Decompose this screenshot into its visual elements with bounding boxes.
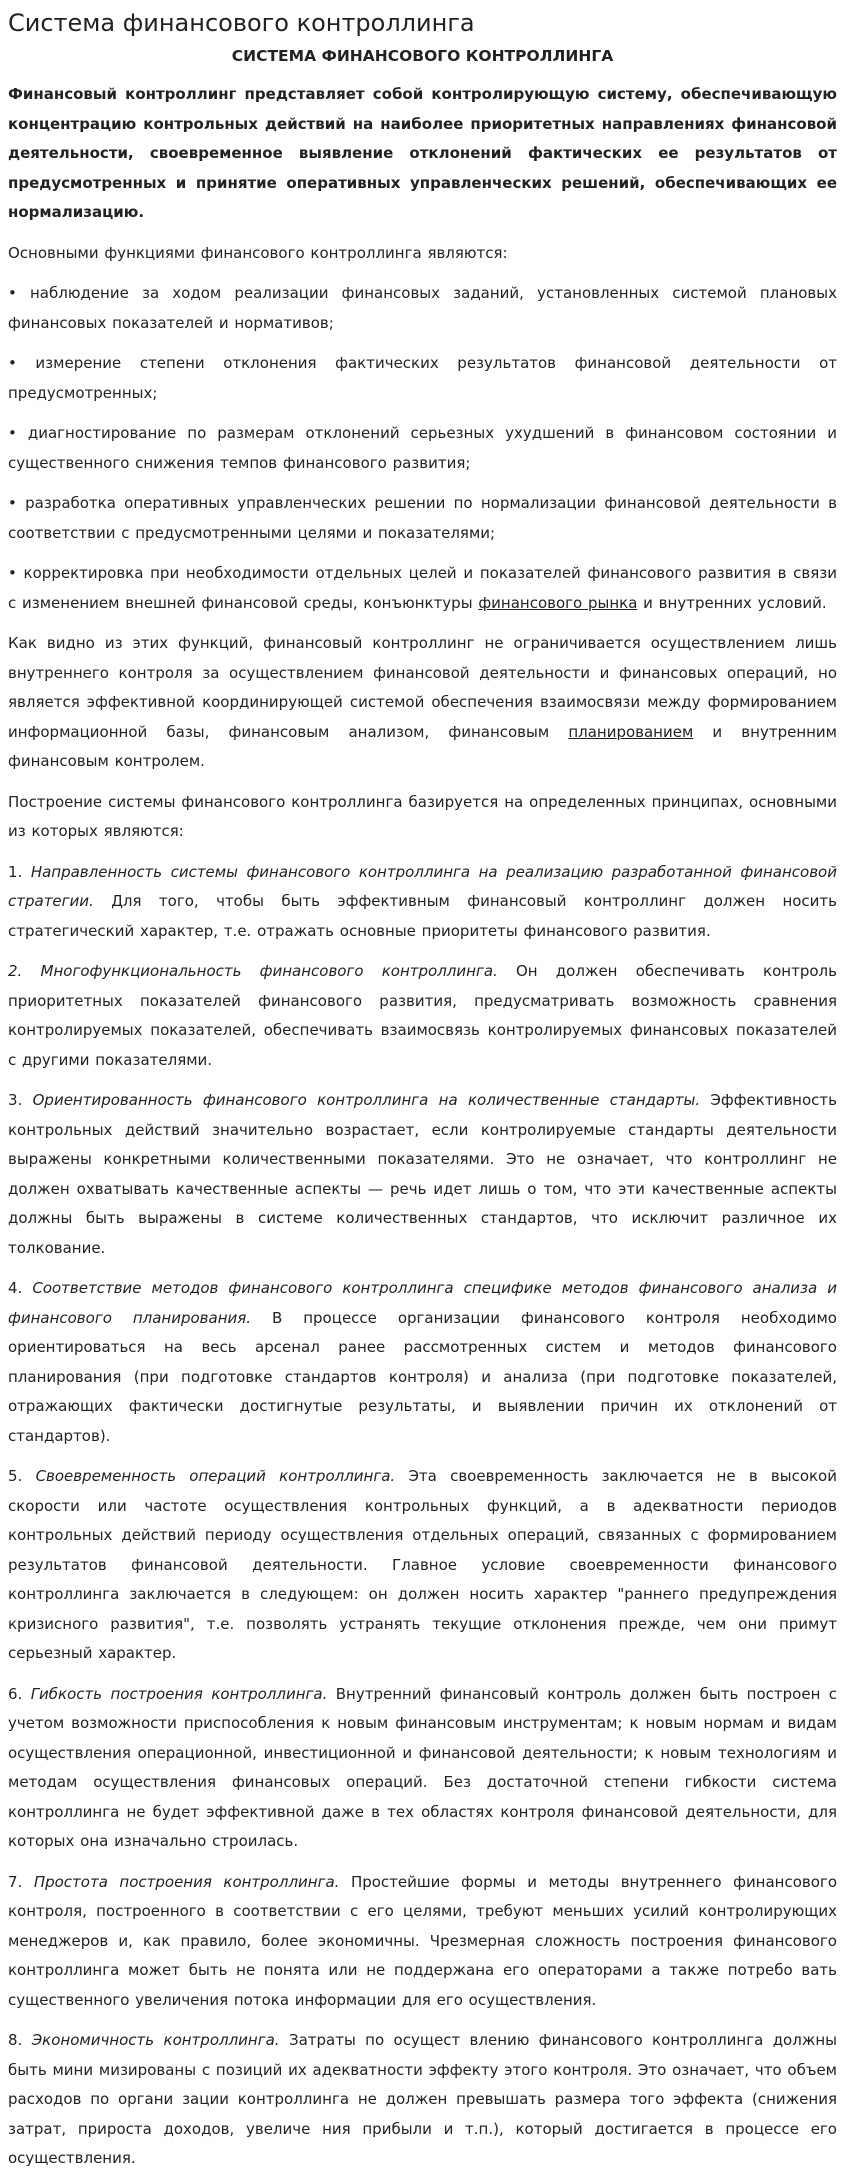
- function-item: [8, 559, 837, 618]
- principles-intro: Построение системы финансового контроллинга базируется на определенных принципах, основными из которых являются:: [8, 792, 837, 840]
- principle-title: Многофункциональность финансового контроллинга.: [40, 962, 498, 980]
- principle-text: В процессе организации финансового контроля необходимо ориентироваться на весь арсенал ранее рассмотренных систем и методов финансового планирования (при подготовке стандартов контроля) и анализа (при подготовке показателей, отражающих фактически достигнутые результаты, и выявлении причин их отклонений от стандартов).: [8, 1308, 837, 1445]
- principle-text: Простейшие формы и методы внутреннего финансового контроля, построенного в соответствии с его целями, требуют меньших усилий контролирующих менеджеров и, как правило, более экономичны. Чрезмерная сложность построения финансового контроллинга может быть не понята или не поддержана его операторами а также потребо вать существенного увеличения потока информации для его осуществления.: [8, 1872, 837, 2009]
- planning-link[interactable]: планированием: [568, 722, 694, 741]
- functions-intro: Основными функциями финансового контроллинга являются:: [8, 243, 508, 262]
- analysis-text: Как видно из этих функций, финансовый контроллинг не ограничивается осуществлением лишь внутреннего контроля за осуществлением финансовой деятельности и финансовых операций, но является эффективной координирующей системой обеспечения взаимосвязи между формированием информационной базы, финансовым анализом, финансовым: [8, 634, 837, 741]
- principle-title: Гибкость построения контроллинга.: [30, 1684, 328, 1703]
- principle-text: Затраты по осущест влению финансового контроллинга должны быть мини мизированы с позиций их адекватности эффекту этого контроля. Это означает, что объем расходов по органи зации контроллинга не должен превышать размера того эффекта (снижения затрат, прироста доходов, увеличе ния прибыли и т.п.), который достигается в процессе его осуществления.: [8, 2031, 837, 2167]
- financial-market-link[interactable]: финансового рынка: [478, 593, 638, 612]
- principle-title: Своевременность операций контроллинга.: [35, 1467, 396, 1485]
- analysis-paragraph: [8, 629, 837, 777]
- function-item: • разработка оперативных управленческих решении по нормализации финансовой деятельности в соответствии с предусмотренными целями и показателями;: [8, 494, 837, 542]
- principle-text: Эта своевременность заключается не в высокой скорости или частоте осуществления контрольных функций, а в адекватности периодов контрольных действий периоду осуществления отдельных операций, связанных с формированием результатов финансовой деятельности. Главное условие своевременности финансового контроллинга заключается в следующем: он должен носить характер "раннего предупреждения кризисного развития", т.е. позволять устранять текущие отклонения прежде, чем они примут серьезный характер.: [8, 1467, 837, 1662]
- principle-text: Внутренний финансовый контроль должен быть построен с учетом возможности приспособления к новым финансовым инструментам; к новым нормам и видам осуществления операционной, инвестиционной и финансовой деятельности; к новым технологиям и методам осуществления финансовых операций. Без достаточной степени гибкости система контроллинга не будет эффективной даже в тех областях контроля финансовой деятельности, для которых она изначально строилась.: [8, 1684, 837, 1850]
- principle-number: 3.: [8, 1091, 33, 1109]
- page-title: Система финансового контроллинга: [8, 9, 475, 37]
- principle-item: [8, 1086, 837, 1263]
- principle-text: Он должен обеспечивать контроль приоритетных показателей финансового развития, предусматривать возможность сравнения контролируемых показателей, обеспечивать взаимосвязь контролируемых финансовых показателей с другими показателями.: [8, 962, 837, 1069]
- principle-text: Эффективность контрольных действий значительно возрастает, если контролируемые стандарты деятельности выражены конкретными количественными показателями. Это не означает, что контроллинг не должен охватывать качественные аспекты — речь идет лишь о том, что эти качественные аспекты должны быть выражены в системе количественных стандартов, что исключит различное их толкование.: [8, 1091, 837, 1257]
- function-item: • наблюдение за ходом реализации финансовых заданий, установленных системой плановых финансовых показателей и нормативов;: [8, 284, 837, 332]
- principle-item: [8, 1462, 837, 1669]
- principle-item: [8, 2026, 837, 2174]
- analysis-text: и внутренним финансовым контролем.: [8, 722, 837, 770]
- principle-title: Экономичность контроллинга.: [31, 2031, 280, 2049]
- principle-item: [8, 1868, 837, 2016]
- principle-item: [8, 858, 837, 947]
- principle-title: Ориентированность финансового контроллинга на количественные стандарты.: [32, 1091, 701, 1109]
- principle-item: [8, 1274, 837, 1451]
- principle-number: 5.: [8, 1467, 36, 1485]
- principle-number: 7.: [8, 1872, 34, 1891]
- principle-number: 8.: [8, 2031, 32, 2049]
- function-item: • диагностирование по размерам отклонений серьезных ухудшений в финансовом состоянии и существенного снижения темпов финансового развития;: [8, 424, 837, 472]
- principle-number: 4.: [8, 1279, 33, 1297]
- function-item-text: • корректировка при необходимости отдельных целей и показателей финансового развития в связи с изменением внешней финансовой среды, конъюнктуры: [8, 564, 837, 612]
- principle-item: [8, 957, 837, 1075]
- function-item-text: и внутренних условий.: [637, 593, 827, 612]
- lead-paragraph: Финансовый контроллинг представляет собой контролирующую систему, обеспечивающую концентрацию контрольных действий на наиболее приоритетных направлениях финансовой деятельности, своевременное выявление отклонений фактических ее результатов от предусмотренных и принятие оперативных управленческих решений, обеспечивающих ее нормализацию.: [8, 85, 837, 221]
- principle-title: Направленность системы финансового контроллинга на реализацию разработанной финансовой стратегии.: [8, 862, 837, 910]
- principle-title: Соответствие методов финансового контроллинга специфике методов финансового анализа и финансового планирования.: [8, 1279, 837, 1327]
- principle-number: 2.: [8, 962, 41, 980]
- principle-number: 1.: [8, 862, 31, 881]
- principle-title: Простота построения контроллинга.: [33, 1872, 340, 1891]
- function-item: • измерение степени отклонения фактических результатов финансовой деятельности от предусмотренных;: [8, 354, 837, 402]
- principle-number: 6.: [8, 1684, 31, 1703]
- principle-text: Для того, чтобы быть эффективным финансовый контроллинг должен носить стратегический характер, т.е. отражать основные приоритеты финансового развития.: [8, 892, 837, 940]
- document-heading: СИСТЕМА ФИНАНСОВОГО КОНТРОЛЛИНГА: [231, 47, 614, 65]
- principle-item: [8, 1680, 837, 1857]
